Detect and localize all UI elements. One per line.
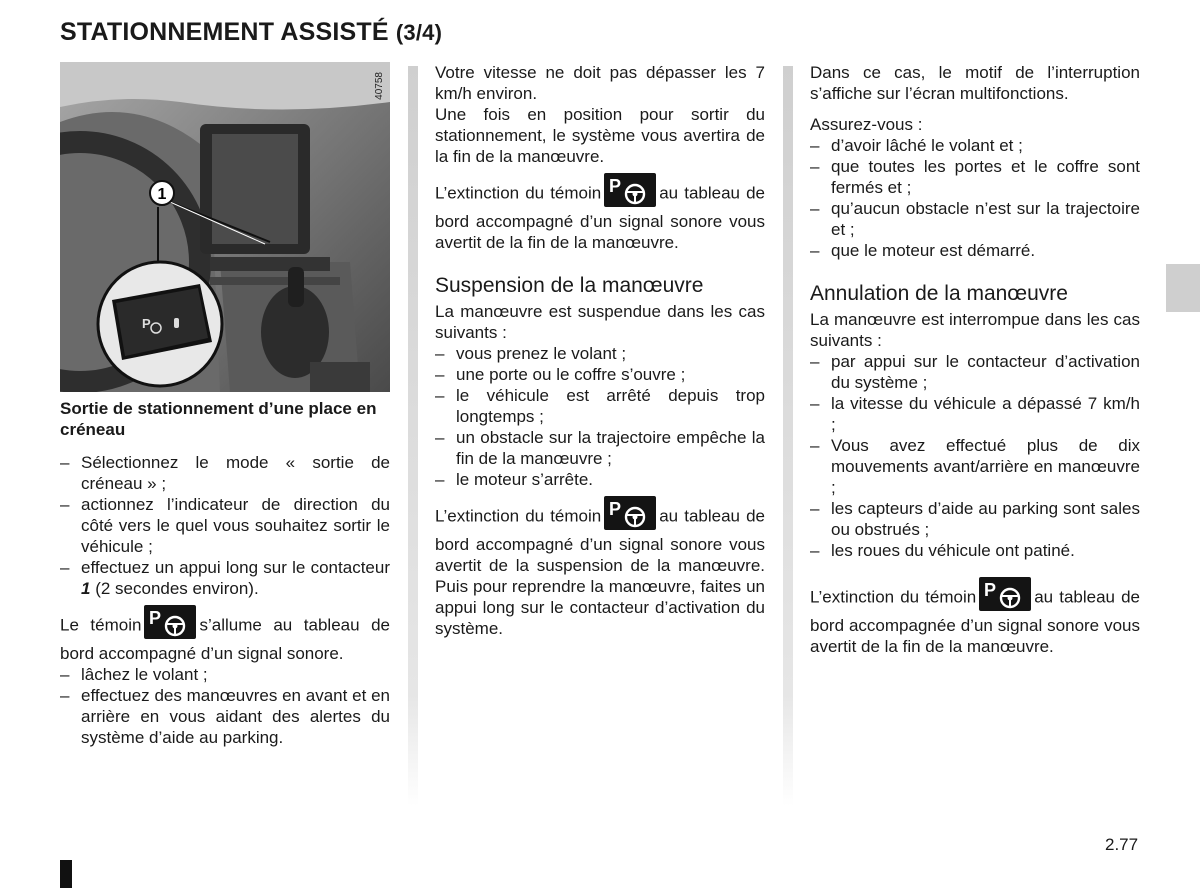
list-item: – la vitesse du véhicule a dépassé 7 km/h ; — [810, 393, 1140, 435]
list-item: – Vous avez effectué plus de dix mouvements avant/arrière en manœuvre ; — [810, 435, 1140, 498]
list-item: – effectuez des manœuvres en avant et en arrière en vous aidant des alertes du système d’aide au parking. — [60, 685, 390, 748]
title-counter: (3/4) — [395, 20, 443, 45]
list-item: – actionnez l’indicateur de direction du côté vers le quel vous souhaitez sortir le véhicule ; — [60, 494, 390, 557]
extinction-paragraph: L’extinction du témoin P au tableau de bord accompagné d’un signal sonore vous avertit de la fin de la manœuvre. — [435, 177, 765, 253]
speed-paragraph: Votre vitesse ne doit pas dépasser les 7 km/h environ. — [435, 63, 765, 103]
switch-reference: 1 — [81, 579, 91, 598]
list-item: – le véhicule est arrêté depuis trop longtemps ; — [435, 385, 765, 427]
list-item: – d’avoir lâché le volant et ; — [810, 135, 1140, 156]
list-item: – Sélectionnez le mode « sortie de créneau » ; — [60, 452, 390, 494]
suspension-intro: La manœuvre est suspendue dans les cas suivants : — [435, 302, 765, 342]
annulation-list — [810, 351, 1140, 561]
dashboard-figure — [60, 62, 390, 392]
list-item: – effectuez un appui long sur le contacteur 1 (2 secondes environ). — [60, 557, 390, 599]
annulation-intro: La manœuvre est interrompue dans les cas suivants : — [810, 310, 1140, 350]
svg-text:P: P — [142, 316, 151, 331]
column-separator — [783, 66, 793, 806]
figure-caption: Sortie de stationnement d’une place en créneau — [60, 399, 377, 439]
list-item: – que le moteur est démarré. — [810, 240, 1140, 261]
title-text: STATIONNEMENT ASSISTÉ — [60, 18, 389, 46]
exit-steps-list — [60, 452, 390, 599]
dashboard-illustration — [60, 62, 390, 392]
page-title — [60, 18, 442, 47]
annulation-extinction-paragraph: L’extinction du témoin P au tableau de bord accompagnée d’un signal sonore vous avertit de la fin de la manœuvre. — [810, 581, 1140, 657]
column-3 — [810, 62, 1140, 667]
list-item: – par appui sur le contacteur d’activation du système ; — [810, 351, 1140, 393]
list-item: – le moteur s’arrête. — [435, 469, 765, 490]
column-1 — [60, 62, 390, 758]
section-tab — [1166, 264, 1200, 312]
column-separator — [408, 66, 418, 806]
suspension-heading: Suspension de la manœuvre — [435, 274, 704, 297]
callout-number: 1 — [157, 186, 167, 203]
annulation-heading: Annulation de la manœuvre — [810, 282, 1068, 305]
svg-text:P: P — [984, 580, 997, 600]
svg-text:P: P — [609, 499, 622, 519]
parking-assist-icon — [604, 496, 656, 530]
interruption-paragraph: Dans ce cas, le motif de l’interruption s’affiche sur l’écran multifonctions. — [810, 63, 1140, 103]
parking-assist-icon — [144, 605, 196, 639]
list-item: – les capteurs d’aide au parking sont sales ou obstrués ; — [810, 498, 1140, 540]
list-item: – une porte ou le coffre s’ouvre ; — [435, 364, 765, 385]
list-item: – les roues du véhicule ont patiné. — [810, 540, 1140, 561]
suspension-extinction-paragraph: L’extinction du témoin P au tableau de bord accompagné d’un signal sonore vous avertit de la suspension de la manœuvre. Puis pour reprendre la manœuvre, faites un appui long sur le contacteur d’activation du système. — [435, 500, 765, 639]
list-item: – lâchez le volant ; — [60, 664, 390, 685]
list-item: – un obstacle sur la trajectoire empêche la fin de la manœuvre ; — [435, 427, 765, 469]
temoin-paragraph: Le témoin P s’allume au tableau de bord accompagné d’un signal sonore. — [60, 609, 390, 664]
parking-assist-icon — [604, 173, 656, 207]
maneuver-steps-list — [60, 664, 390, 748]
figure-reference: 40758 — [374, 72, 385, 100]
page-number: 2.77 — [1105, 835, 1139, 854]
position-paragraph: Une fois en position pour sortir du stationnement, le système vous avertira de la fin de la manœuvre. — [435, 105, 765, 166]
check-intro: Assurez-vous : — [810, 115, 923, 134]
svg-text:P: P — [609, 176, 622, 196]
svg-text:P: P — [149, 608, 162, 628]
list-item: – qu’aucun obstacle n’est sur la trajectoire et ; — [810, 198, 1140, 240]
suspension-list — [435, 343, 765, 490]
column-2 — [435, 62, 765, 649]
list-item: – vous prenez le volant ; — [435, 343, 765, 364]
corner-mark — [60, 860, 72, 888]
parking-assist-icon — [979, 577, 1031, 611]
check-list — [810, 135, 1140, 261]
list-item: – que toutes les portes et le coffre sont fermés et ; — [810, 156, 1140, 198]
